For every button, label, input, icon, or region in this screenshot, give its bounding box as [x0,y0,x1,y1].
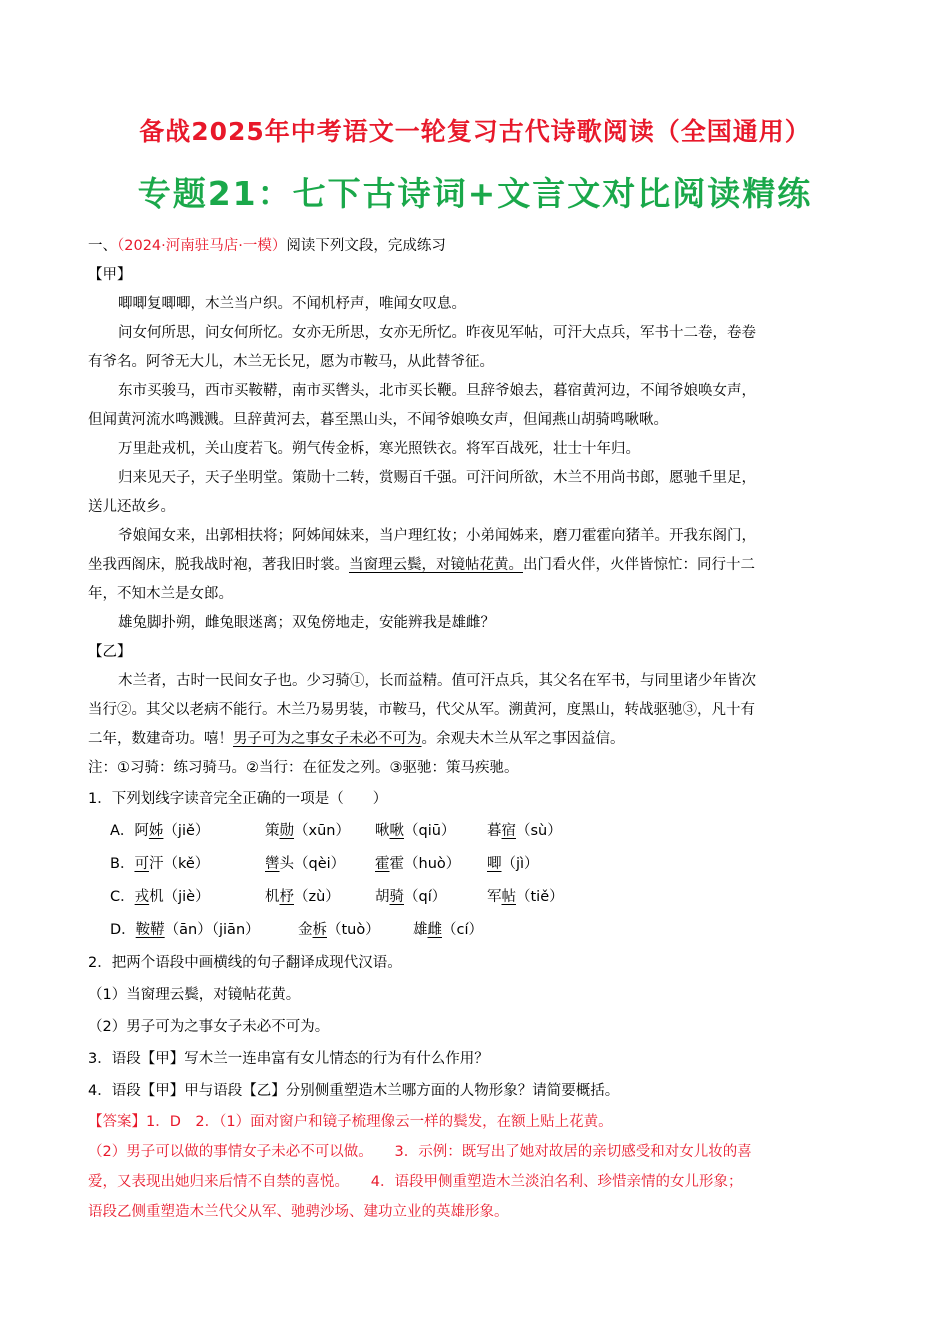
yi-line: 当行②。其父以老病不能行。木兰乃易男装，市鞍马，代父从军。溯黄河，度黑山，转战驱驰③，凡十有 [88,702,755,718]
question-2-item: （2）男子可为之事女子未必不可为。 [88,1019,330,1035]
annotation-note: 注：①习骑：练习骑马。②当行：在征发之列。③驱驰：策马疾驰。 [88,760,519,776]
yi-line [88,725,862,754]
jia-line: 送儿还故乡。 [88,499,175,515]
question-3: 3．语段【甲】写木兰一连串富有女儿情态的行为有什么作用？ [88,1051,489,1067]
jia-line: 雄兔脚扑朔，雌兔眼迷离；双兔傍地走，安能辨我是雄雌？ [118,615,495,631]
yi-text: 二年，数建奇功。嘻！ [88,731,233,747]
section-source: （2024·河南驻马店·一模） [117,238,287,254]
topic-title: 专题21：七下古诗词+文言文对比阅读精练 [137,174,813,213]
jia-line: 归来见天子，天子坐明堂。策勋十二转，赏赐百千强。可汗问所欲，木兰不用尚书郎，愿驰千里足， [118,470,756,486]
answer-line: 爱，又表现出她归来后情不自禁的喜悦。 4．语段甲侧重塑造木兰淡泊名利、珍惜亲情的女儿形象； [88,1174,743,1190]
underlined-sentence: 男子可为之事女子未必不可为 [233,731,422,747]
main-title: 备战2025年中考语文一轮复习古代诗歌阅读（全国通用） [139,117,811,146]
question-4: 4．语段【甲】甲与语段【乙】分别侧重塑造木兰哪方面的人物形象？请简要概括。 [88,1083,620,1099]
passage-yi-label: 【乙】 [88,644,132,660]
option-a: A．阿姊（jiě） 策勋（xūn） 啾啾（qiū） 暮宿（sù） [110,823,562,839]
answer-line: 语段乙侧重塑造木兰代父从军、驰骋沙场、建功立业的英雄形象。 [88,1204,509,1220]
jia-text: 坐我西阁床，脱我战时袍，著我旧时裳。 [88,557,349,573]
jia-line: 唧唧复唧唧，木兰当户织。不闻机杼声，唯闻女叹息。 [118,296,466,312]
passage-jia-label: 【甲】 [88,267,132,283]
option-c: C．戎机（jiè） 机杼（zù） 胡骑（qí） 军帖（tiě） [110,889,564,905]
answer-line: （2）男子可以做的事情女子未必不可以做。 3．示例：既写出了她对故居的亲切感受和对女儿妆的喜 [88,1144,752,1160]
jia-line: 但闻黄河流水鸣溅溅。旦辞黄河去，暮至黑山头，不闻爷娘唤女声，但闻燕山胡骑鸣啾啾。 [88,412,668,428]
document-body [88,232,862,1227]
option-d: D．鞍鞯（ān）（jiān） 金柝（tuò） 雄雌（cí） [110,922,484,938]
section-instruction: 阅读下列文段，完成练习 [286,238,446,254]
option-b: B．可汗（kě） 辔头（qèi） 霍霍（huò） 唧（jì） [110,856,539,872]
jia-line: 有爷名。阿爷无大儿，木兰无长兄，愿为市鞍马，从此替爷征。 [88,354,494,370]
jia-line: 万里赴戎机，关山度若飞。朔气传金柝，寒光照铁衣。将军百战死，壮士十年归。 [118,441,640,457]
underlined-sentence: 当窗理云鬓，对镜帖花黄。 [349,557,523,573]
question-2: 2．把两个语段中画横线的句子翻译成现代汉语。 [88,955,402,971]
jia-text: 出门看火伴，火伴皆惊忙：同行十二 [523,557,755,573]
jia-line: 年，不知木兰是女郎。 [88,586,233,602]
jia-line [88,551,862,580]
question-1: 1．下列划线字读音完全正确的一项是（ ） [88,791,388,807]
question-2-item: （1）当窗理云鬓，对镜帖花黄。 [88,987,301,1003]
answer-label: 【答案】 [88,1114,146,1130]
answer-line: 【答案】1．D 2．（1）面对窗户和镜子梳理像云一样的鬓发，在额上贴上花黄。 [88,1114,613,1130]
jia-line: 东市买骏马，西市买鞍鞯，南市买辔头，北市买长鞭。旦辞爷娘去，暮宿黄河边，不闻爷娘唤女声， [118,383,756,399]
yi-line: 木兰者，古时一民间女子也。少习骑①，长而益精。值可汗点兵，其父名在军书，与同里诸少年皆次 [118,673,756,689]
jia-line: 问女何所思，问女何所忆。女亦无所思，女亦无所忆。昨夜见军帖，可汗大点兵，军书十二卷，卷卷 [118,325,756,341]
yi-text: 。余观夫木兰从军之事因益信。 [421,731,625,747]
jia-line: 爷娘闻女来，出郭相扶将；阿姊闻妹来，当户理红妆；小弟闻姊来，磨刀霍霍向猪羊。开我东阁门， [118,528,756,544]
section-number: 一、 [88,238,117,254]
section-heading [88,232,862,261]
